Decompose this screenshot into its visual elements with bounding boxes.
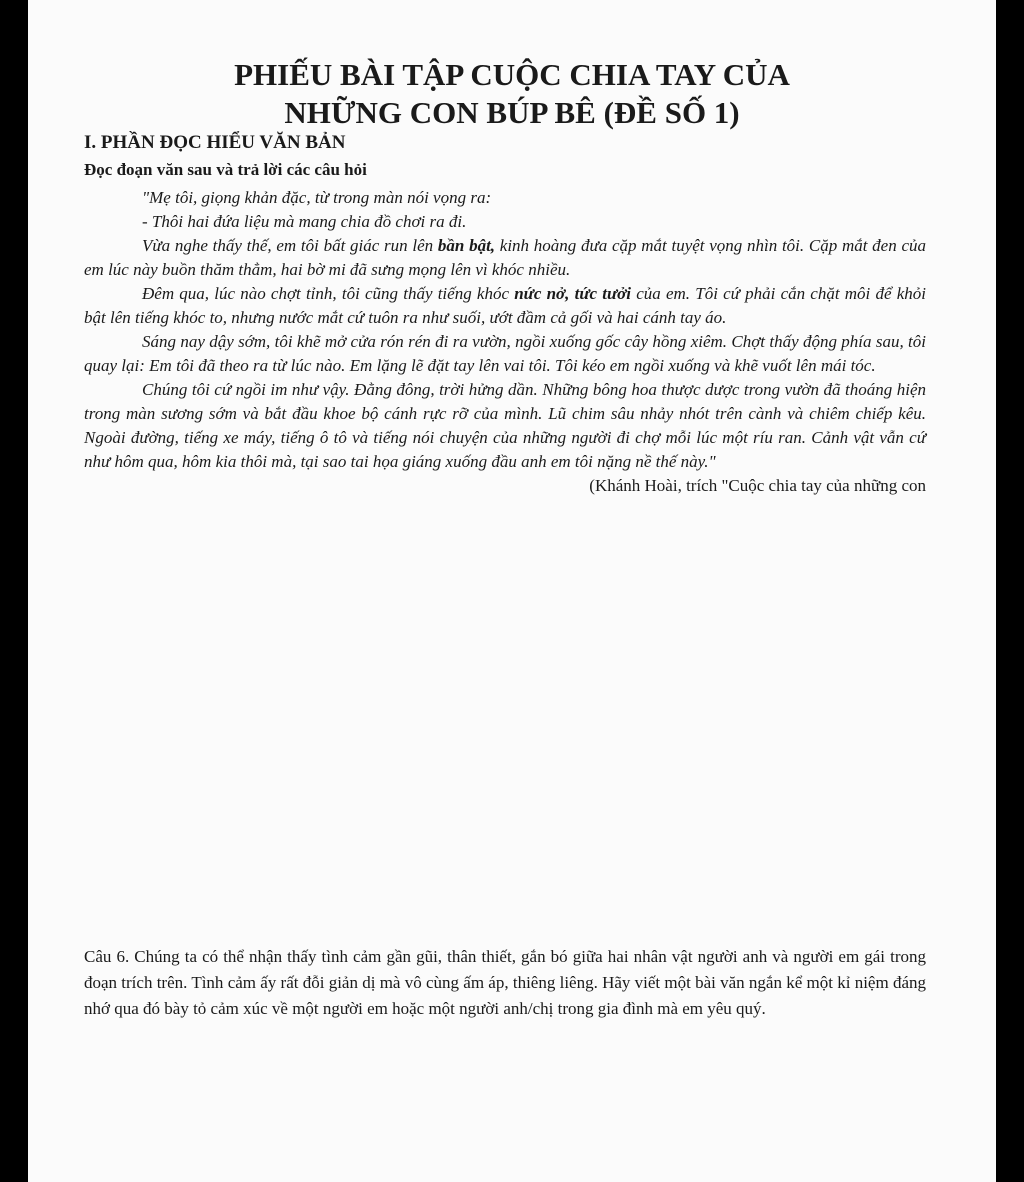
passage-text: Vừa nghe thấy thế, em tôi bất giác run lên <box>142 236 438 255</box>
passage-text: Đêm qua, lúc nào chợt tỉnh, tôi cũng thấy tiếng khóc <box>142 284 515 303</box>
question-6: Câu 6. Chúng ta có thể nhận thấy tình cảm gần gũi, thân thiết, gắn bó giữa hai nhân vật người anh và người em gái trong đoạn trích trên. Tình cảm ấy rất đỗi giản dị mà vô cùng ấm áp, thiêng liêng. Hãy viết một bài văn ngắn kể một kỉ niệm đáng nhớ qua đó bày tỏ cảm xúc về một người em hoặc một người anh/chị trong gia đình mà em yêu quý. <box>84 947 926 1018</box>
bold-phrase: bần bật, <box>437 236 496 255</box>
citation: (Khánh Hoài, trích "Cuộc chia tay của những con <box>589 476 926 495</box>
passage-paragraph-3 <box>84 234 926 282</box>
title-line-1: PHIẾU BÀI TẬP CUỘC CHIA TAY CỦA <box>234 57 790 92</box>
page-title <box>28 56 996 132</box>
passage-paragraph-1: "Mẹ tôi, giọng khản đặc, từ trong màn nói vọng ra: <box>142 188 492 207</box>
passage-text: Chúng tôi cứ ngồi im như vậy. Đằng đông, trời hửng dần. Những bông hoa thược dược trong vườn đã thoáng hiện trong màn sương sớm và bắt đầu khoe bộ cánh rực rỡ của mình. Lũ chim sâu nhảy nhót trên cành và chiêm chiếp kêu. Ngoài đường, tiếng xe máy, tiếng ô tô và tiếng nói chuyện của những người đi chợ mỗi lúc một ríu ran. Cảnh vật vẫn cứ như hôm qua, hôm kia thôi mà, tại sao tai họa giáng xuống đầu anh em tôi nặng nề thế này." <box>84 380 926 471</box>
instruction: Đọc đoạn văn sau và trả lời các câu hỏi <box>84 160 367 179</box>
passage-text: kinh hoàng đưa cặp mắt tuyệt vọng nhìn tôi. Cặp mắt đen của em lúc này buồn thăm thẳm, hai bờ mi đã sưng mọng lên vì khóc nhiều. <box>84 236 926 279</box>
title-line-2: NHỮNG CON BÚP BÊ (ĐỀ SỐ 1) <box>284 95 740 130</box>
passage-paragraph-2: - Thôi hai đứa liệu mà mang chia đồ chơi ra đi. <box>142 212 467 231</box>
passage-paragraph-6 <box>84 378 926 495</box>
worksheet-page <box>28 0 996 1182</box>
passage-paragraph-5: Sáng nay dậy sớm, tôi khẽ mở cửa rón rén đi ra vườn, ngồi xuống gốc cây hồng xiêm. Chợt thấy động phía sau, tôi quay lại: Em tôi đã theo ra từ lúc nào. Em lặng lẽ đặt tay lên vai tôi. Tôi kéo em ngồi xuống và khẽ vuốt lên mái tóc. <box>84 332 926 375</box>
section-heading: I. PHẦN ĐỌC HIỂU VĂN BẢN <box>84 132 346 153</box>
bold-phrase: nức nở, tức tưởi <box>514 284 632 303</box>
reading-passage <box>84 186 926 498</box>
passage-text: của em. Tôi cứ phải cắn chặt môi để khỏi bật lên tiếng khóc to, nhưng nước mắt cứ tuôn ra như suối, ướt đầm cả gối và hai cánh tay áo. <box>84 284 926 327</box>
passage-paragraph-4 <box>84 282 926 330</box>
